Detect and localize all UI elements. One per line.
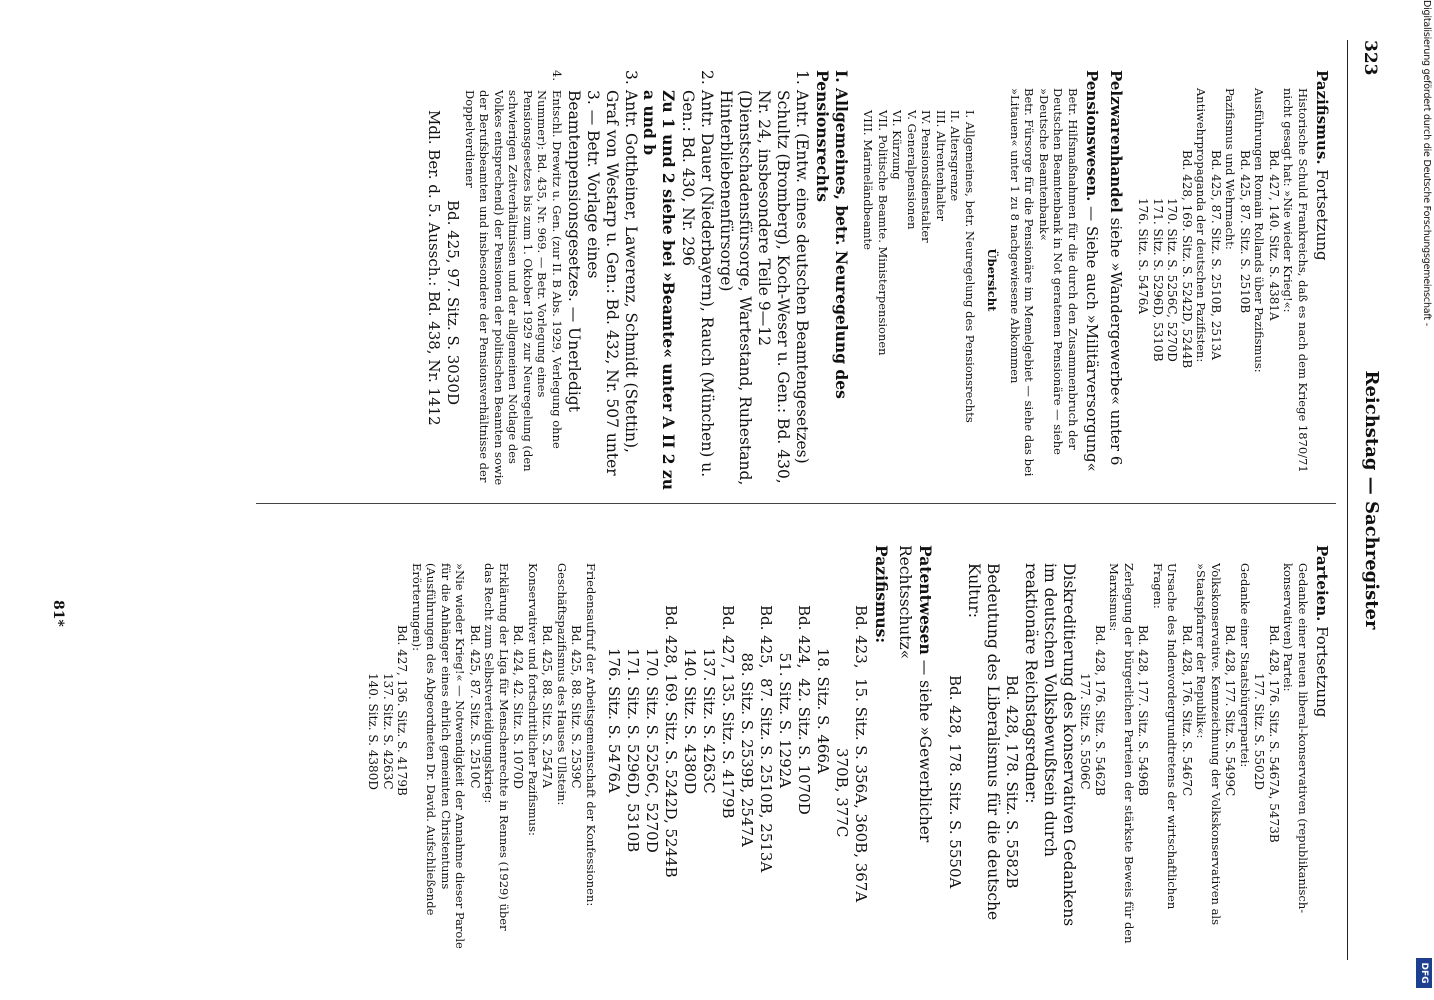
- entry-reference: 140. Sitz. S. 4380D: [366, 673, 381, 790]
- entry-reference: Bd. 428, 176. Sitz. S. 5467A, 5473B: [1267, 625, 1281, 843]
- entry-reference: Bd. 425, 88. Sitz. S. 2547A: [540, 625, 555, 789]
- entry-text: Zerlegung der bürgerlichen Parteien der stärkste Beweis für den Marxismus:: [1107, 563, 1136, 944]
- left-column: [425, 70, 1337, 490]
- overview-item: IV. Pensionsdienstalter: [919, 110, 934, 243]
- overview-item: V. Generalpensionen: [905, 110, 919, 230]
- entry-reference: Bd. 425, 88. Sitz. S. 2539C: [569, 625, 584, 789]
- overview-title: Übersicht: [985, 248, 1000, 312]
- entry-text: Erklärung der Liga für Menschenrechte in Rennes (1929) über das Recht zum Selbstverteidigungskrieg:: [482, 563, 511, 931]
- overview-item: III. Altrentenhalter: [934, 110, 948, 221]
- entry-reference: Bd. 428, 169. Sitz. S. 5242D, 5244B: [1180, 150, 1194, 369]
- entry-text: Diskreditierung des konservativen Gedankens im deutschen Volksbewußtsein durch reaktionäre Reichstagsredner:: [1022, 563, 1078, 927]
- entry-text: Gedanke einer neuen liberal-konservativen (republikanisch-konservativen) Partei:: [1281, 563, 1310, 914]
- overview-item: VI. Kürzung: [890, 110, 905, 180]
- header-rule: [1347, 40, 1348, 960]
- list-item: 1. Antr. (Entw. eines deutschen Beamtengesetzes) Schultz (Bromberg), Koch-Weser u. Gen.: Bd. 430, Nr. 24, insbesondere Teile 9—12 (Dienstschadensfürsorge, Wartestand, Ruhestand, Hinterbliebenenfürsorge): [717, 70, 811, 486]
- column-divider: [256, 503, 1336, 504]
- entry-reference: Bd. 428, 176. Sitz. S. 5467C: [1180, 625, 1194, 797]
- entry-reference: 176. Sitz. S. 5476A: [605, 605, 623, 793]
- dfg-logo-icon: DFG: [1416, 958, 1432, 988]
- entry-reference: Bd. 424, 42. Sitz. S. 1070D: [795, 605, 813, 815]
- entry-reference: Bd. 428, 177. Sitz. S. 5496B: [1136, 625, 1151, 796]
- entry-reference: 177. Sitz. S. 5502D: [1252, 673, 1267, 790]
- entry-reference: Bd. 425, 87. Sitz. S. 2510B, 2513A: [1209, 150, 1223, 361]
- entry-reference: Bd. 428, 178. Sitz. S. 5582B: [1003, 675, 1021, 889]
- section-heading: Pelzwarenhandel siehe »Wandergewerbe« unter 6: [1107, 70, 1125, 466]
- overview-item: VIII. Marineländbeamte: [861, 110, 876, 250]
- entry-reference: 137. Sitz. S. 4263C: [381, 673, 395, 790]
- entry-reference: 18. Sitz. S. 466A: [814, 605, 832, 774]
- entry-reference: Bd. 424, 42. Sitz. S. 1070D: [511, 625, 526, 789]
- entry-text: Antiwehrpropaganda der deutschen Pazifisten:: [1194, 88, 1209, 363]
- entry-reference: Bd. 427, 136. Sitz. S. 4179B: [395, 625, 410, 796]
- entry-reference: Bd. 423, 15. Sitz. S. 356A, 360B, 367A: [852, 605, 870, 903]
- entry-text: Ausführungen Romain Rollands über Pazifismus:: [1252, 88, 1267, 373]
- entry-text: »Nie wieder Krieg!« — Notwendigkeit der Annahme dieser Parole für die Anhänger eines ehrlich gemeinten Christentums (Ausführungen des Abgeordneten Dr. David. Aufschließende Erörterungen):: [410, 563, 468, 949]
- entry-reference: Bd. 425, 87. Sitz. S. 2510B, 2513A: [757, 605, 775, 873]
- section-heading: Patentwesen — siehe »Gewerblicher Rechtsschutz«: [896, 545, 935, 843]
- entry-text: Ursache des Indenvordergrundtretens der wirtschaftlichen Fragen:: [1151, 563, 1180, 910]
- overview-item: VII. Politische Beamte. Ministerpensionen: [876, 110, 890, 356]
- entry-text: Bedeutung des Liberalismus für die deutsche Kultur:: [965, 563, 1002, 921]
- entry-text: Pazifismus und Wehrmacht:: [1223, 88, 1238, 250]
- overview-item: II. Altersgrenze: [948, 110, 963, 202]
- list-item: 4. Entschl. Drewitz u. Gen. (zur II. B Abs. 1929, Verlegung ohne Nummer): Bd. 435, Nr. 969. — Betr. Vorlegung eines Pensionsgesetzes bis zum 1. Oktober 1929 zur Neuregelung (den schwierigen Zeitverhältnissen und der allgemeinen Notlage des Volkes entsprechend) der Pensionen der politischen Beamten sowie der Berufsbeamten und insbesondere der Pensionsverhältnisse der Doppelverdiener: [463, 70, 564, 486]
- entry-text: Konservativer und fortschrittlicher Pazifismus:: [526, 563, 540, 836]
- entry-reference: Bd. 428, 176. Sitz. S. 5462B: [1093, 625, 1107, 796]
- section-heading: Pazifismus. Fortsetzung: [1313, 70, 1331, 261]
- list-item: 3. Antr. Gottheiner, Lawerenz, Schmidt (Stettin), Graf von Westarp u. Gen.: Bd. 432, Nr. 507 unter 3. — Betr. Vorlage eines Beamtenpensionsgesetzes. — Unerledigt: [565, 70, 640, 476]
- digitization-credit: [1412, 0, 1434, 1000]
- credit-text: Digitalisierung gefördert durch die Deutsche Forschungsgemeinschaft -: [1421, 0, 1432, 326]
- entry-reference: Bd. 427, 135. Sitz. S. 4179B: [719, 605, 737, 819]
- page-header: [1352, 40, 1386, 960]
- entry-reference: Bd. 425, 97. Sitz. S. 3030D: [444, 200, 463, 405]
- entry-text: Volkskonservative. Kennzeichnung der Volkskonservativen als »Staatspfarrer der Republik«:: [1194, 563, 1223, 926]
- section-heading: Parteien. Fortsetzung: [1313, 545, 1331, 718]
- entry-reference: 51. Sitz. S. 1292A: [776, 605, 794, 789]
- entry-reference: 171. Sitz. S. 5296D, 5310B: [1151, 198, 1165, 362]
- list-item: 2. Antr. Dauer (Niederbayern), Rauch (München) u. Gen.: Bd. 430, Nr. 296: [679, 70, 716, 478]
- entry-reference: 171. Sitz. S. 5296D, 5310B: [624, 605, 642, 853]
- entry-text: Gedanke einer Staatsbürgerpartei:: [1238, 563, 1252, 768]
- subsection-heading: I. Allgemeines, betr. Neuregelung des Pensionsrechts: [813, 70, 851, 399]
- entry-reference: Bd. 428, 169. Sitz. S. 5242D, 5244B: [662, 605, 680, 878]
- overview-item: I. Allgemeines, betr. Neuregelung des Pensionsrechts: [963, 110, 977, 423]
- entry-reference: 140. Sitz. S. 4380D: [681, 605, 699, 795]
- entry-reference: 370B, 377C: [833, 605, 851, 838]
- entry-reference: Bd. 425, 87. Sitz. S. 2510B: [1238, 150, 1252, 314]
- section-heading: Pazifismus:: [872, 545, 891, 644]
- entry-reference: Bd. 428, 178. Sitz. S. 5550A: [946, 675, 964, 889]
- entry-text: Geschäftspazifismus des Hauses Ullstein:: [555, 563, 569, 806]
- page-number: 323: [1360, 40, 1380, 76]
- entry-text: Betr. Fürsorge für die Pensionäre im Memelgebiet — siehe das bei »Litauen« unter 1 zu 8 nachgewiesene Abkommen: [1008, 88, 1037, 477]
- entry-reference: 177. Sitz. S. 5506C: [1078, 673, 1093, 790]
- entry-reference: Bd. 427, 140. Sitz. S. 4381A: [1267, 150, 1281, 321]
- entry-text: Historische Schuld Frankreichs, daß es nach dem Kriege 1870/71 nicht gesagt hat: »Nie wieder Krieg!«:: [1281, 88, 1310, 473]
- entry-reference: 88. Sitz. S. 2539B, 2547A: [738, 605, 756, 847]
- right-column: [366, 545, 1336, 950]
- page-footer: 81*: [50, 600, 66, 627]
- entry-reference: 176. Sitz. S. 5476A: [1136, 198, 1151, 314]
- list-item: Zu 1 und 2 siehe bei »Beamte« unter A II 2 zu a und b: [640, 90, 678, 490]
- entry-text: Betr. Hilfsmaßnahmen für die durch den Zusammenbruch der Deutschen Beamtenbank in Not geratenen Pensionäre — siehe »Deutsche Beamtenbank«: [1037, 88, 1080, 455]
- entry-reference: 137. Sitz. S. 4263C: [700, 605, 718, 794]
- entry-reference: Bd. 428, 177. Sitz. S. 5499C: [1223, 625, 1238, 797]
- section-heading: Pensionswesen. — Siehe auch »Militärversorgung«: [1083, 70, 1101, 472]
- entry-reference: Mdl. Ber. d. 5. Aussch.: Bd. 438, Nr. 1412: [425, 110, 444, 426]
- running-title: Reichstag — Sachregister: [1361, 370, 1382, 630]
- entry-reference: Bd. 425, 87. Sitz. S. 2510C: [468, 625, 482, 789]
- entry-text: Friedensaufruf der Arbeitsgemeinschaft der Konfessionen:: [584, 563, 598, 907]
- entry-reference: 170. Sitz. S. 5256C, 5270D: [643, 605, 661, 853]
- entry-reference: 170. Sitz. S. 5256C, 5270D: [1165, 198, 1180, 362]
